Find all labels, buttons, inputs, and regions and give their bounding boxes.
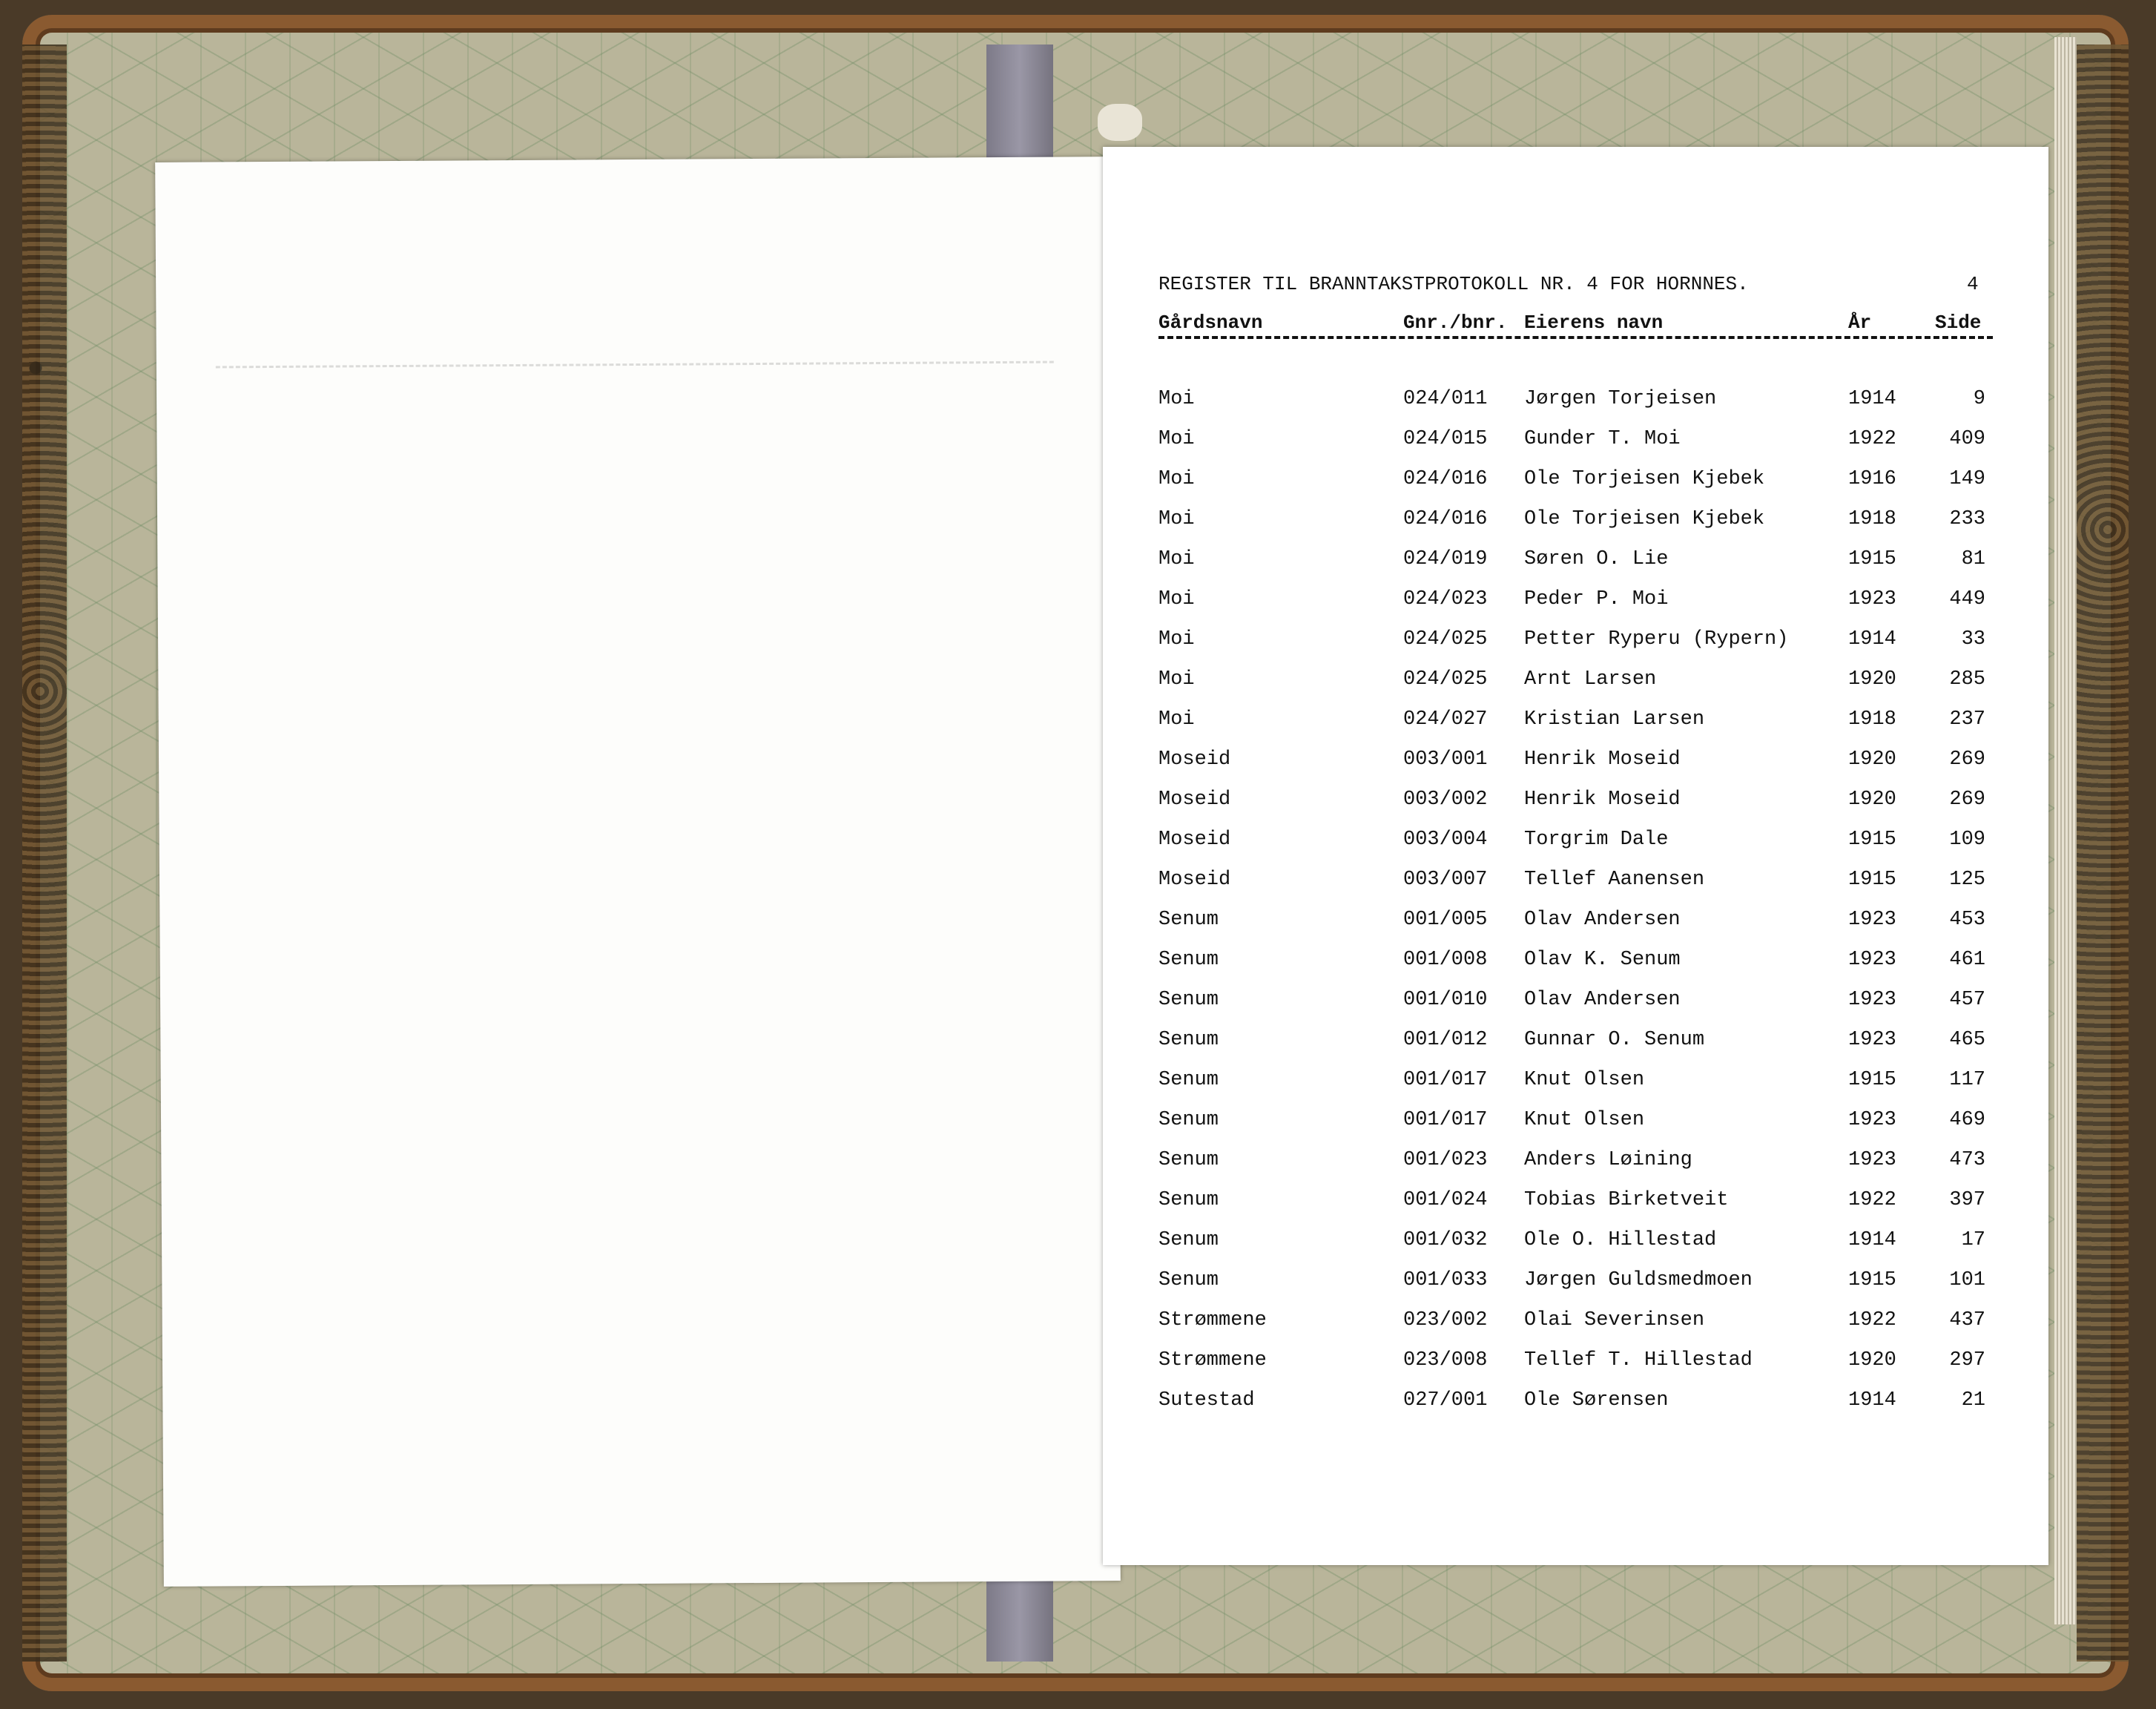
gnr-bnr-cell: 024/025 [1403, 628, 1488, 651]
owner-cell: Peder P. Moi [1524, 588, 1669, 610]
page-ref-cell: 101 [1949, 1269, 1985, 1291]
table-row [1103, 468, 2048, 508]
gnr-bnr-cell: 001/012 [1403, 1029, 1488, 1051]
page-ref-cell: 21 [1961, 1389, 1985, 1412]
year-cell: 1923 [1848, 1109, 1896, 1131]
farm-cell: Senum [1158, 1029, 1219, 1051]
gnr-bnr-cell: 003/004 [1403, 829, 1488, 851]
owner-cell: Henrik Moseid [1524, 788, 1681, 811]
farm-cell: Sutestad [1158, 1389, 1255, 1412]
gnr-bnr-cell: 024/011 [1403, 388, 1488, 410]
farm-cell: Moseid [1158, 829, 1231, 851]
gnr-bnr-cell: 024/016 [1403, 468, 1488, 490]
page-ref-cell: 457 [1949, 989, 1985, 1011]
owner-cell: Kristian Larsen [1524, 708, 1705, 731]
col-header-owner: Eierens navn [1524, 312, 1664, 334]
owner-cell: Gunder T. Moi [1524, 428, 1681, 450]
gnr-bnr-cell: 001/017 [1403, 1069, 1488, 1091]
year-cell: 1915 [1848, 829, 1896, 851]
farm-cell: Moi [1158, 508, 1195, 530]
farm-cell: Senum [1158, 909, 1219, 931]
page-ref-cell: 33 [1961, 628, 1985, 651]
page-ref-cell: 237 [1949, 708, 1985, 731]
year-cell: 1923 [1848, 909, 1896, 931]
page-ref-cell: 453 [1949, 909, 1985, 931]
farm-cell: Moi [1158, 388, 1195, 410]
gnr-bnr-cell: 001/008 [1403, 949, 1488, 971]
col-header-gnr: Gnr./bnr. [1403, 312, 1508, 334]
farm-cell: Senum [1158, 1269, 1219, 1291]
page-ref-cell: 465 [1949, 1029, 1985, 1051]
year-cell: 1914 [1848, 388, 1896, 410]
table-row [1103, 1349, 2048, 1389]
gnr-bnr-cell: 001/005 [1403, 909, 1488, 931]
farm-cell: Senum [1158, 1069, 1219, 1091]
year-cell: 1923 [1848, 949, 1896, 971]
page-ref-cell: 297 [1949, 1349, 1985, 1372]
owner-cell: Ole O. Hillestad [1524, 1229, 1717, 1251]
year-cell: 1920 [1848, 1349, 1896, 1372]
year-cell: 1920 [1848, 748, 1896, 771]
year-cell: 1923 [1848, 1029, 1896, 1051]
farm-cell: Moi [1158, 588, 1195, 610]
year-cell: 1922 [1848, 1309, 1896, 1331]
table-row [1103, 829, 2048, 869]
year-cell: 1922 [1848, 1189, 1896, 1211]
gnr-bnr-cell: 003/007 [1403, 869, 1488, 891]
table-row [1103, 1389, 2048, 1429]
owner-cell: Olai Severinsen [1524, 1309, 1705, 1331]
page-ref-cell: 117 [1949, 1069, 1985, 1091]
page-number: 4 [1967, 273, 1979, 295]
gnr-bnr-cell: 024/025 [1403, 668, 1488, 691]
page-ref-cell: 149 [1949, 468, 1985, 490]
owner-cell: Ole Sørensen [1524, 1389, 1669, 1412]
table-row [1103, 508, 2048, 548]
owner-cell: Tellef T. Hillestad [1524, 1349, 1753, 1372]
table-row [1103, 588, 2048, 628]
page-ref-cell: 9 [1973, 388, 1985, 410]
table-row [1103, 748, 2048, 788]
page-ref-cell: 285 [1949, 668, 1985, 691]
owner-cell: Søren O. Lie [1524, 548, 1669, 570]
farm-cell: Moi [1158, 668, 1195, 691]
page-ref-cell: 473 [1949, 1149, 1985, 1171]
table-row [1103, 909, 2048, 949]
farm-cell: Strømmene [1158, 1349, 1267, 1372]
col-header-farm: Gårdsnavn [1158, 312, 1263, 334]
gnr-bnr-cell: 024/027 [1403, 708, 1488, 731]
farm-cell: Moseid [1158, 748, 1231, 771]
page-ref-cell: 125 [1949, 869, 1985, 891]
owner-cell: Olav Andersen [1524, 989, 1681, 1011]
gnr-bnr-cell: 003/001 [1403, 748, 1488, 771]
gnr-bnr-cell: 024/019 [1403, 548, 1488, 570]
bleed-through [155, 157, 1121, 1587]
owner-cell: Tobias Birketveit [1524, 1189, 1729, 1211]
gnr-bnr-cell: 024/015 [1403, 428, 1488, 450]
page-ref-cell: 17 [1961, 1229, 1985, 1251]
gnr-bnr-cell: 001/023 [1403, 1149, 1488, 1171]
farm-cell: Moseid [1158, 788, 1231, 811]
table-row [1103, 428, 2048, 468]
table-row [1103, 1309, 2048, 1349]
col-header-year: År [1848, 312, 1872, 334]
year-cell: 1923 [1848, 1149, 1896, 1171]
page-ref-cell: 269 [1949, 788, 1985, 811]
year-cell: 1915 [1848, 1269, 1896, 1291]
farm-cell: Moseid [1158, 869, 1231, 891]
page-ref-cell: 397 [1949, 1189, 1985, 1211]
gnr-bnr-cell: 001/033 [1403, 1269, 1488, 1291]
left-page [155, 157, 1121, 1587]
table-row [1103, 708, 2048, 748]
header-rule [1158, 336, 1993, 339]
farm-cell: Senum [1158, 1109, 1219, 1131]
table-row [1103, 548, 2048, 588]
page-ref-cell: 437 [1949, 1309, 1985, 1331]
page-ref-cell: 449 [1949, 588, 1985, 610]
farm-cell: Moi [1158, 548, 1195, 570]
table-row [1103, 1069, 2048, 1109]
farm-cell: Senum [1158, 1189, 1219, 1211]
farm-cell: Senum [1158, 1229, 1219, 1251]
owner-cell: Knut Olsen [1524, 1069, 1645, 1091]
year-cell: 1923 [1848, 989, 1896, 1011]
owner-cell: Anders Løining [1524, 1149, 1692, 1171]
gnr-bnr-cell: 001/010 [1403, 989, 1488, 1011]
register-rows [1103, 388, 2048, 1429]
gnr-bnr-cell: 001/024 [1403, 1189, 1488, 1211]
table-row [1103, 1029, 2048, 1069]
gnr-bnr-cell: 024/016 [1403, 508, 1488, 530]
farm-cell: Senum [1158, 989, 1219, 1011]
gnr-bnr-cell: 001/032 [1403, 1229, 1488, 1251]
owner-cell: Ole Torjeisen Kjebek [1524, 468, 1765, 490]
gnr-bnr-cell: 023/008 [1403, 1349, 1488, 1372]
year-cell: 1923 [1848, 588, 1896, 610]
page-ref-cell: 469 [1949, 1109, 1985, 1131]
gnr-bnr-cell: 003/002 [1403, 788, 1488, 811]
year-cell: 1915 [1848, 869, 1896, 891]
page-ref-cell: 409 [1949, 428, 1985, 450]
table-row [1103, 1189, 2048, 1229]
table-row [1103, 949, 2048, 989]
owner-cell: Henrik Moseid [1524, 748, 1681, 771]
table-row [1103, 869, 2048, 909]
table-row [1103, 1269, 2048, 1309]
owner-cell: Olav K. Senum [1524, 949, 1681, 971]
page-ref-cell: 269 [1949, 748, 1985, 771]
farm-cell: Strømmene [1158, 1309, 1267, 1331]
owner-cell: Jørgen Torjeisen [1524, 388, 1717, 410]
table-row [1103, 788, 2048, 829]
right-page [1103, 147, 2048, 1565]
page-ref-cell: 81 [1961, 548, 1985, 570]
owner-cell: Torgrim Dale [1524, 829, 1669, 851]
table-row [1103, 388, 2048, 428]
farm-cell: Moi [1158, 428, 1195, 450]
year-cell: 1914 [1848, 1229, 1896, 1251]
table-row [1103, 1109, 2048, 1149]
bleed-rule [216, 361, 1054, 369]
year-cell: 1915 [1848, 1069, 1896, 1091]
gnr-bnr-cell: 027/001 [1403, 1389, 1488, 1412]
gnr-bnr-cell: 001/017 [1403, 1109, 1488, 1131]
farm-cell: Moi [1158, 628, 1195, 651]
owner-cell: Olav Andersen [1524, 909, 1681, 931]
year-cell: 1922 [1848, 428, 1896, 450]
table-row [1103, 668, 2048, 708]
table-row [1103, 1149, 2048, 1189]
register-title: REGISTER TIL BRANNTAKSTPROTOKOLL NR. 4 FOR HORNNES. [1158, 273, 1749, 295]
page-ref-cell: 461 [1949, 949, 1985, 971]
owner-cell: Gunnar O. Senum [1524, 1029, 1705, 1051]
table-row [1103, 1229, 2048, 1269]
col-header-page: Side [1935, 312, 1982, 334]
cover-edge-right [2077, 45, 2129, 1662]
farm-cell: Moi [1158, 708, 1195, 731]
owner-cell: Jørgen Guldsmedmoen [1524, 1269, 1753, 1291]
year-cell: 1914 [1848, 628, 1896, 651]
table-row [1103, 628, 2048, 668]
year-cell: 1916 [1848, 468, 1896, 490]
cover-edge-left [22, 45, 67, 1662]
page-ref-cell: 233 [1949, 508, 1985, 530]
spine-damage [1098, 104, 1142, 141]
year-cell: 1915 [1848, 548, 1896, 570]
owner-cell: Arnt Larsen [1524, 668, 1657, 691]
farm-cell: Senum [1158, 1149, 1219, 1171]
year-cell: 1920 [1848, 668, 1896, 691]
gnr-bnr-cell: 024/023 [1403, 588, 1488, 610]
owner-cell: Knut Olsen [1524, 1109, 1645, 1131]
page-ref-cell: 109 [1949, 829, 1985, 851]
year-cell: 1918 [1848, 708, 1896, 731]
page-edges [2054, 37, 2077, 1624]
table-row [1103, 989, 2048, 1029]
year-cell: 1918 [1848, 508, 1896, 530]
farm-cell: Senum [1158, 949, 1219, 971]
year-cell: 1914 [1848, 1389, 1896, 1412]
owner-cell: Ole Torjeisen Kjebek [1524, 508, 1765, 530]
gnr-bnr-cell: 023/002 [1403, 1309, 1488, 1331]
owner-cell: Petter Ryperu (Rypern) [1524, 628, 1789, 651]
farm-cell: Moi [1158, 468, 1195, 490]
owner-cell: Tellef Aanensen [1524, 869, 1705, 891]
year-cell: 1920 [1848, 788, 1896, 811]
